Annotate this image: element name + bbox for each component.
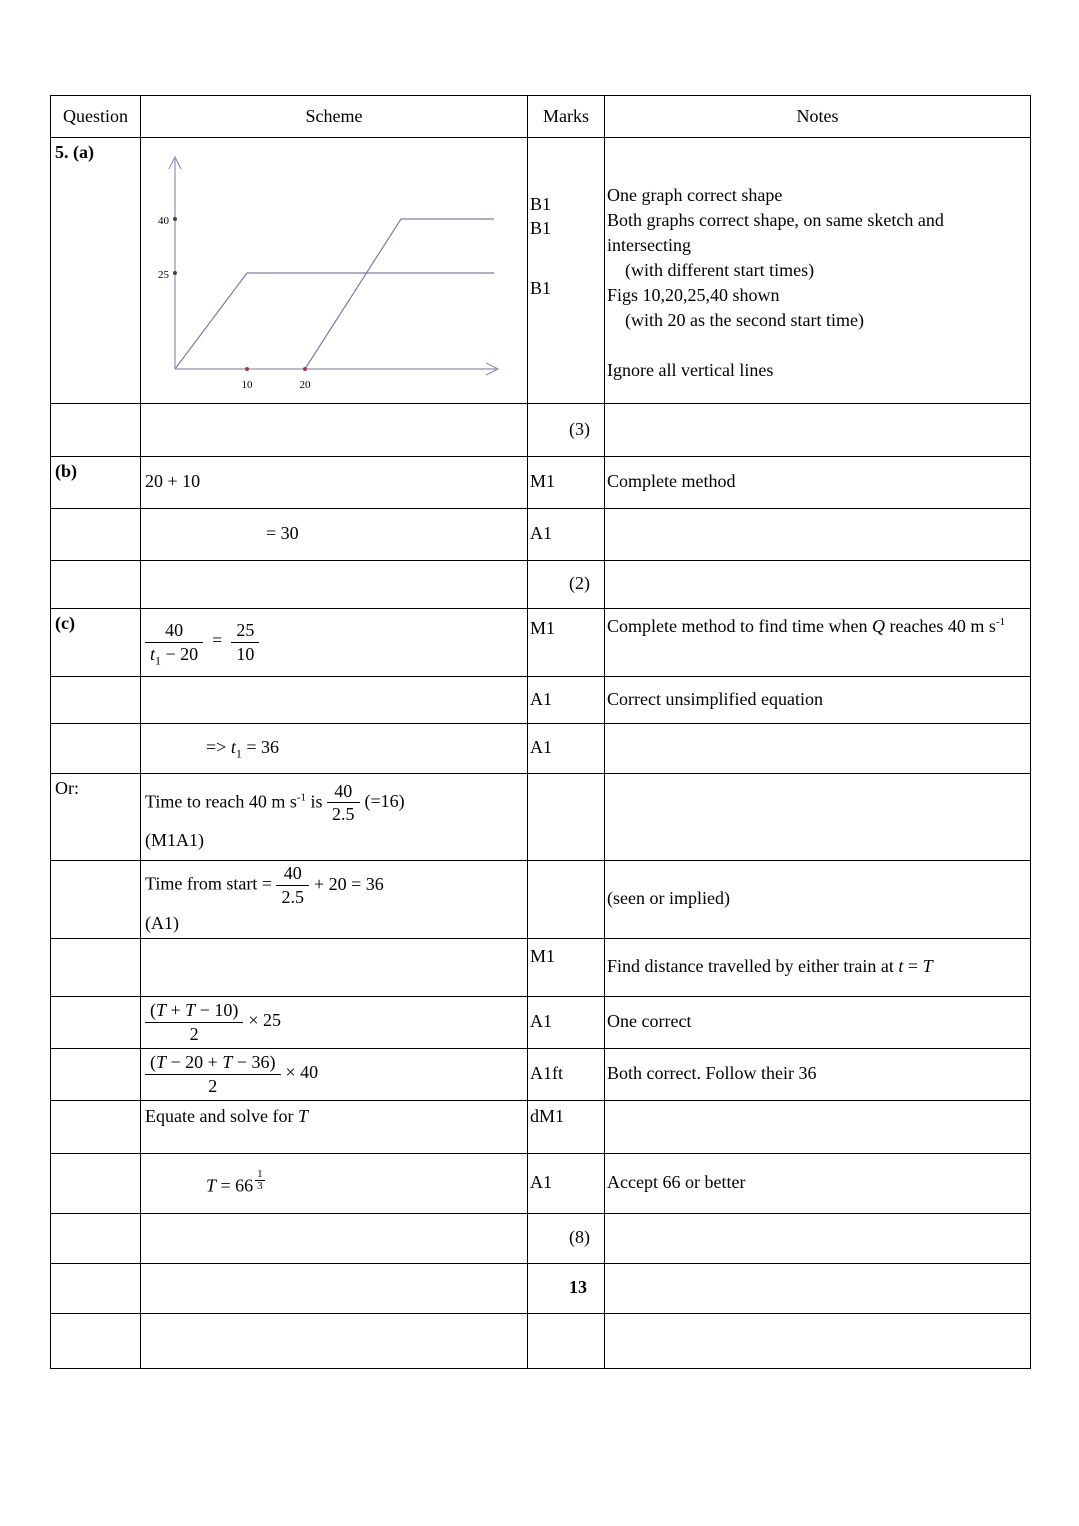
- var-T: T: [297, 1105, 308, 1126]
- notes-cell-empty: [605, 1213, 1031, 1263]
- row-or2: [51, 860, 1031, 938]
- scheme-line-2: (M1A1): [145, 830, 204, 851]
- row-or5: [51, 1048, 1031, 1100]
- fraction-denominator: 2: [189, 1023, 199, 1044]
- notes-cell-empty: [605, 508, 1031, 560]
- marks-stack-5a: [530, 139, 600, 300]
- var-t: t: [230, 737, 236, 758]
- fraction-numerator: 25: [231, 620, 259, 643]
- fraction-left: [145, 620, 203, 668]
- times-factor: × 25: [248, 1010, 281, 1031]
- question-cell-empty: [51, 1100, 141, 1153]
- marks-cell-or4: A1: [528, 996, 605, 1048]
- col-header-scheme: Scheme: [141, 96, 528, 138]
- question-cell-b: (b): [51, 456, 141, 508]
- fraction-denominator: 2: [208, 1075, 218, 1096]
- y-axis-label-25: 25: [158, 269, 169, 281]
- marks-cell-empty: [528, 773, 605, 860]
- fraction-denominator: 2.5: [281, 886, 304, 907]
- fraction-one-third: [255, 1169, 265, 1193]
- marks-cell-or6: dM1: [528, 1100, 605, 1153]
- note-line: (with different start times): [625, 260, 815, 280]
- question-cell-empty: [51, 1313, 141, 1368]
- marks-cell-empty: [528, 860, 605, 938]
- var-T: T: [156, 1000, 167, 1021]
- operator: − 20 +: [166, 1052, 223, 1073]
- note-line: One graph correct shape: [607, 185, 783, 205]
- question-cell-empty: [51, 996, 141, 1048]
- equation-rest: + 20 = 36: [313, 873, 384, 894]
- notes-cell-empty: [605, 1100, 1031, 1153]
- scheme-cell-empty: [141, 1263, 528, 1313]
- text: is: [306, 791, 328, 811]
- notes-cell-c1: [605, 608, 1031, 676]
- row-or7: [51, 1153, 1031, 1213]
- equals-sign: =: [212, 630, 223, 651]
- implies-sign: =>: [206, 737, 231, 758]
- mark-b1-first: B1: [530, 194, 552, 214]
- row-or1: [51, 773, 1031, 860]
- row-b2: [51, 508, 1031, 560]
- question-cell-empty: [51, 938, 141, 996]
- marks-cell-b2: A1: [528, 508, 605, 560]
- var-T: T: [206, 1175, 217, 1196]
- note-line: Ignore all vertical lines: [607, 360, 774, 380]
- row-b1: [51, 456, 1031, 508]
- var-Q: Q: [871, 615, 885, 636]
- operator: +: [166, 1000, 186, 1021]
- result-text: (=16): [364, 791, 405, 811]
- notes-cell-or5: Both correct. Follow their 36: [605, 1048, 1031, 1100]
- notes-cell-5a: [605, 138, 1031, 404]
- notes-5a: [607, 139, 1024, 383]
- notes-cell-empty: [605, 403, 1031, 456]
- fraction-numerator: 40: [145, 620, 203, 643]
- notes-cell-or3: [605, 938, 1031, 996]
- notes-cell-b1: Complete method: [605, 456, 1031, 508]
- text: Time from start =: [145, 873, 277, 894]
- scheme-line-1: [145, 863, 523, 907]
- scheme-cell-c3: [141, 723, 528, 773]
- note-line: Both graphs correct shape, on same sketch and intersecting: [607, 210, 944, 255]
- question-cell-empty: [51, 1153, 141, 1213]
- col-header-question: Question: [51, 96, 141, 138]
- mark-b1-third: B1: [530, 277, 552, 298]
- question-cell-empty: [51, 860, 141, 938]
- fraction-distance-1: [145, 1000, 243, 1044]
- x-axis-label-10: 10: [241, 379, 253, 391]
- fraction-numerator: 1: [257, 1167, 263, 1180]
- scheme-cell-empty: [141, 560, 528, 608]
- notes-cell-empty: [605, 560, 1031, 608]
- var-T: T: [922, 956, 933, 977]
- row-or3: [51, 938, 1031, 996]
- note-text: Complete method to find time when: [607, 615, 872, 636]
- note-line: Figs 10,20,25,40 shown: [607, 285, 780, 305]
- mark-scheme-table: [50, 95, 1031, 1369]
- superscript-minus-1: -1: [296, 791, 306, 803]
- notes-cell-c2: Correct unsimplified equation: [605, 676, 1031, 723]
- velocity-time-graph: [153, 147, 509, 395]
- scheme-cell-or6: [141, 1100, 528, 1153]
- var-T: T: [222, 1052, 233, 1073]
- scheme-cell-b2: = 30: [141, 508, 528, 560]
- fraction-denominator: [145, 643, 203, 668]
- notes-cell-empty: [605, 773, 1031, 860]
- paren: (: [150, 1052, 156, 1073]
- marks-cell-c3: A1: [528, 723, 605, 773]
- marks-cell-c2: A1: [528, 676, 605, 723]
- paren: (: [150, 1000, 156, 1021]
- row-c2: [51, 676, 1031, 723]
- col-header-notes: Notes: [605, 96, 1031, 138]
- marks-cell-total-a: (3): [528, 403, 605, 456]
- question-cell-empty: [51, 508, 141, 560]
- notes-cell-or7: Accept 66 or better: [605, 1153, 1031, 1213]
- graph-container: [145, 139, 523, 402]
- question-cell-empty: [51, 723, 141, 773]
- question-cell-empty: [51, 560, 141, 608]
- num-rest: − 10): [195, 1000, 239, 1021]
- var-T: T: [156, 1052, 167, 1073]
- scheme-cell-or2: [141, 860, 528, 938]
- question-cell-empty: [51, 1213, 141, 1263]
- question-cell-empty: [51, 1048, 141, 1100]
- row-c1: [51, 608, 1031, 676]
- text: Equate and solve for: [145, 1105, 298, 1126]
- row-or6: [51, 1100, 1031, 1153]
- fraction-distance-2: [145, 1052, 281, 1096]
- row-c3: [51, 723, 1031, 773]
- times-factor: × 40: [285, 1062, 319, 1083]
- scheme-cell-or4: [141, 996, 528, 1048]
- col-header-marks: Marks: [528, 96, 605, 138]
- text: Time to reach 40 m s: [145, 791, 297, 811]
- question-cell-or: Or:: [51, 773, 141, 860]
- subscript-1: 1: [155, 653, 162, 668]
- question-cell-empty: [51, 676, 141, 723]
- fraction-right: [231, 620, 259, 664]
- question-cell-empty: [51, 403, 141, 456]
- marks-cell-or7: A1: [528, 1153, 605, 1213]
- note-text: reaches 40 m s: [884, 615, 996, 636]
- mark-b1-second: B1: [530, 217, 552, 238]
- scheme-cell-or5: [141, 1048, 528, 1100]
- row-total-b: [51, 560, 1031, 608]
- notes-cell-empty: [605, 1263, 1031, 1313]
- superscript-minus-1: -1: [995, 615, 1006, 628]
- x-tick-10-dot: [245, 367, 249, 371]
- scheme-cell-empty: [141, 403, 528, 456]
- y-tick-25-dot: [173, 271, 177, 275]
- fraction-numerator: [145, 1052, 281, 1075]
- row-5a: [51, 138, 1031, 404]
- fraction-numerator: [145, 1000, 243, 1023]
- marks-cell-c1: M1: [528, 608, 605, 676]
- marks-cell-grand-total: 13: [528, 1263, 605, 1313]
- marks-cell-total-c: (8): [528, 1213, 605, 1263]
- var-t: t: [898, 956, 904, 977]
- row-or4: [51, 996, 1031, 1048]
- graph-line-second-train: [305, 219, 494, 369]
- num-rest: − 36): [232, 1052, 276, 1073]
- fraction-numerator: 40: [276, 863, 309, 886]
- fraction-denominator: 2.5: [332, 804, 355, 825]
- equation-rest: = 66: [216, 1175, 254, 1196]
- scheme-cell-5a: [141, 138, 528, 404]
- marks-cell-b1: M1: [528, 456, 605, 508]
- row-total-c: [51, 1213, 1031, 1263]
- x-tick-20-dot: [303, 367, 307, 371]
- marks-cell-total-b: (2): [528, 560, 605, 608]
- y-tick-40-dot: [173, 217, 177, 221]
- scheme-line-1: [145, 781, 523, 825]
- scheme-cell-or1: [141, 773, 528, 860]
- var-t: t: [150, 643, 156, 664]
- question-cell-c: (c): [51, 608, 141, 676]
- note-line: (with 20 as the second start time): [625, 310, 864, 330]
- row-total-all: [51, 1263, 1031, 1313]
- notes-cell-empty: [605, 1313, 1031, 1368]
- graph-line-first-train: [175, 273, 494, 369]
- y-axis-label-40: 40: [158, 215, 169, 227]
- marks-cell-5a: [528, 138, 605, 404]
- fraction-40-over-2point5: [276, 863, 309, 907]
- marks-cell-or3: M1: [528, 938, 605, 996]
- question-cell-5a: 5. (a): [51, 138, 141, 404]
- row-empty-last: [51, 1313, 1031, 1368]
- x-axis-label-20: 20: [299, 379, 311, 391]
- scheme-cell-b1: 20 + 10: [141, 456, 528, 508]
- var-T: T: [185, 1000, 196, 1021]
- scheme-cell-empty: [141, 1213, 528, 1263]
- question-cell-empty: [51, 1263, 141, 1313]
- fraction-denominator: 10: [236, 643, 255, 664]
- equation-rest: = 36: [241, 737, 279, 758]
- equals: =: [903, 956, 923, 977]
- scheme-cell-c1: [141, 608, 528, 676]
- note-text: Find distance travelled by either train at: [607, 956, 899, 977]
- scheme-cell-or7: [141, 1153, 528, 1213]
- subscript-1: 1: [235, 746, 242, 761]
- marks-cell-empty: [528, 1313, 605, 1368]
- header-row: [51, 96, 1031, 138]
- fraction-numerator: 40: [327, 781, 360, 804]
- scheme-cell-empty: [141, 676, 528, 723]
- scheme-cell-empty: [141, 938, 528, 996]
- row-total-a: [51, 403, 1031, 456]
- fraction-40-over-2point5: [327, 781, 360, 825]
- fraction-denominator: 3: [257, 1180, 263, 1193]
- den-rest: − 20: [161, 643, 199, 664]
- notes-cell-empty: [605, 723, 1031, 773]
- notes-cell-or4: One correct: [605, 996, 1031, 1048]
- scheme-line-2: (A1): [145, 912, 179, 933]
- scheme-cell-empty: [141, 1313, 528, 1368]
- notes-cell-or2: (seen or implied): [605, 860, 1031, 938]
- marks-cell-or5: A1ft: [528, 1048, 605, 1100]
